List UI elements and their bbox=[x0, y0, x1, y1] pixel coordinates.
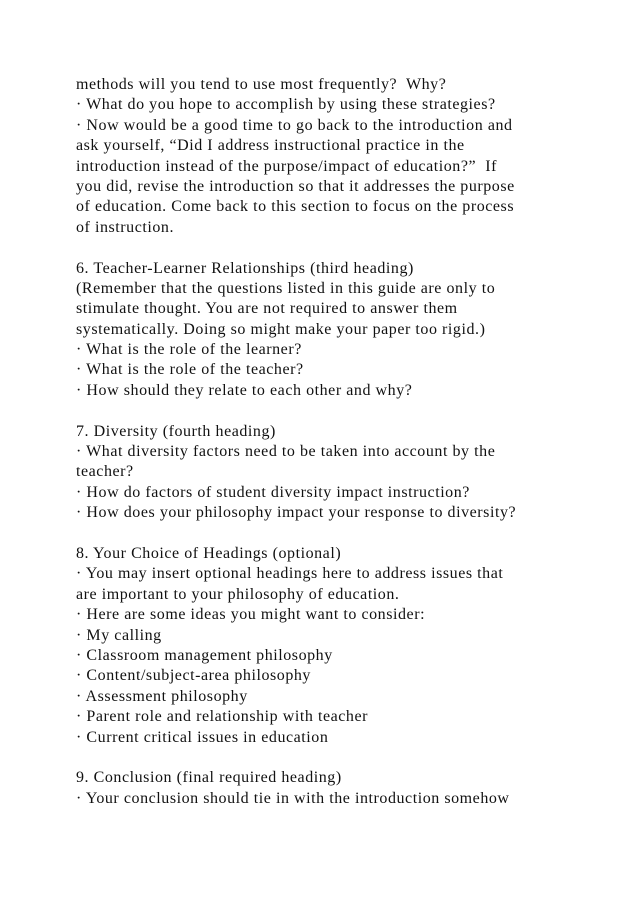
bullet-line: · How do factors of student diversity impact instruction? bbox=[76, 483, 470, 501]
section-heading: 7. Diversity (fourth heading) bbox=[76, 422, 276, 440]
paragraph-instruction-methods bbox=[76, 75, 616, 238]
text-line: stimulate thought. You are not required to answer them bbox=[76, 300, 458, 318]
text-line: ask yourself, “Did I address instructional practice in the bbox=[76, 137, 465, 155]
section-teacher-learner-relationships bbox=[76, 259, 616, 402]
bullet-line: · Assessment philosophy bbox=[76, 687, 248, 705]
bullet-line: · My calling bbox=[76, 626, 162, 644]
text-line: introduction instead of the purpose/impact of education?” If bbox=[76, 157, 497, 175]
bullet-line: · Parent role and relationship with teacher bbox=[76, 708, 368, 726]
bullet-line: · Your conclusion should tie in with the introduction somehow bbox=[76, 789, 510, 807]
bullet-line: · What is the role of the learner? bbox=[76, 341, 302, 359]
section-heading: 9. Conclusion (final required heading) bbox=[76, 769, 342, 787]
bullet-line: · How should they relate to each other and why? bbox=[76, 381, 413, 399]
section-heading: 8. Your Choice of Headings (optional) bbox=[76, 544, 342, 562]
section-conclusion bbox=[76, 768, 616, 809]
text-line: of instruction. bbox=[76, 218, 175, 236]
section-heading: 6. Teacher-Learner Relationships (third heading) bbox=[76, 259, 414, 277]
bullet-line: · Classroom management philosophy bbox=[76, 646, 333, 664]
paragraph-spacer bbox=[76, 748, 616, 768]
text-line: methods will you tend to use most frequently? Why? bbox=[76, 76, 447, 93]
bullet-line: · Content/subject-area philosophy bbox=[76, 667, 311, 685]
bullet-line: · Here are some ideas you might want to consider: bbox=[76, 606, 426, 624]
bullet-line: · What diversity factors need to be taken into account by the bbox=[76, 443, 496, 461]
text-line: systematically. Doing so might make your paper too rigid.) bbox=[76, 320, 486, 338]
bullet-line: · Current critical issues in education bbox=[76, 728, 329, 746]
document-body bbox=[76, 75, 616, 809]
section-diversity bbox=[76, 422, 616, 524]
text-line: are important to your philosophy of education. bbox=[76, 585, 400, 603]
bullet-line: · Now would be a good time to go back to the introduction and bbox=[76, 116, 513, 134]
text-line: (Remember that the questions listed in this guide are only to bbox=[76, 279, 496, 297]
bullet-line: · What is the role of the teacher? bbox=[76, 361, 304, 379]
bullet-line: · You may insert optional headings here to address issues that bbox=[76, 565, 504, 583]
paragraph-spacer bbox=[76, 524, 616, 544]
bullet-line: · What do you hope to accomplish by using these strategies? bbox=[76, 96, 496, 114]
text-line: you did, revise the introduction so that it addresses the purpose bbox=[76, 177, 515, 195]
bullet-line: · How does your philosophy impact your response to diversity? bbox=[76, 504, 517, 522]
text-line: teacher? bbox=[76, 463, 134, 481]
section-choice-of-headings bbox=[76, 544, 616, 748]
paragraph-spacer bbox=[76, 238, 616, 258]
text-line: of education. Come back to this section to focus on the process bbox=[76, 198, 515, 216]
paragraph-spacer bbox=[76, 401, 616, 421]
